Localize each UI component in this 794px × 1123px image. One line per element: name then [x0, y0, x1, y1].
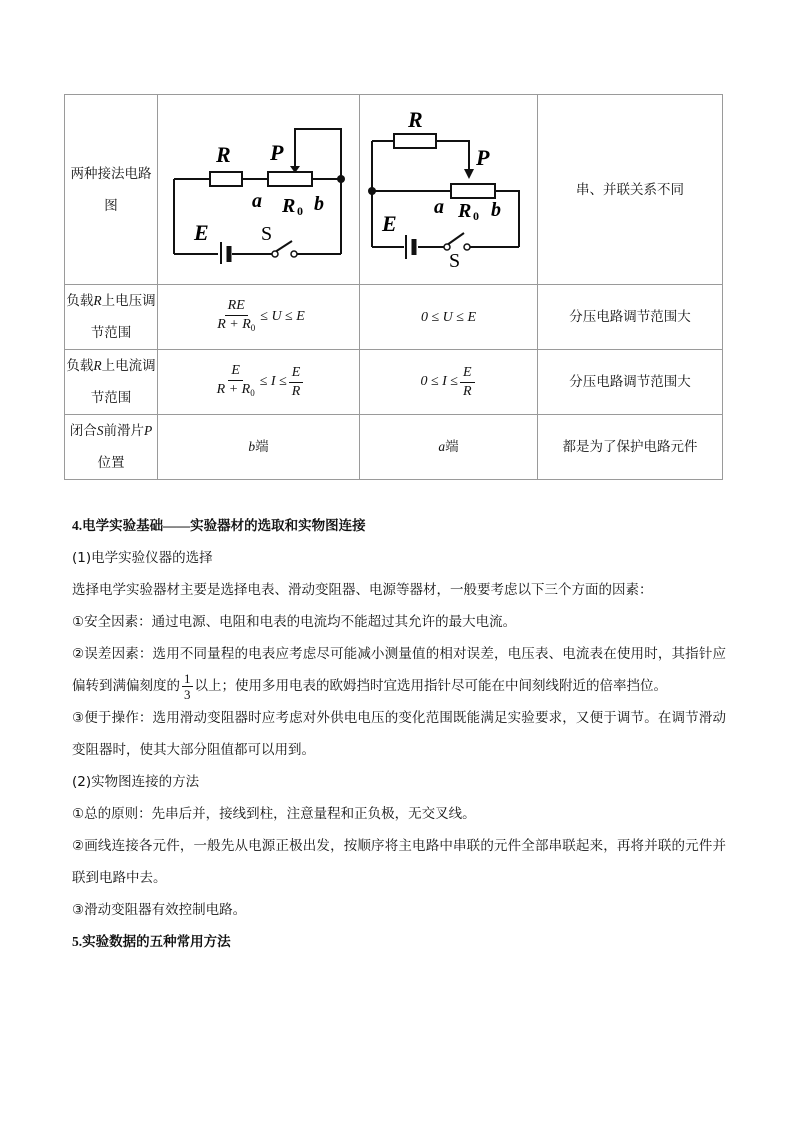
table-row: [65, 285, 723, 350]
section-heading: 4.电学实验基础——实验器材的选取和实物图连接: [72, 518, 366, 533]
subsection-heading: (2)实物图连接的方法: [72, 774, 200, 790]
svg-text:R: R: [215, 141, 231, 167]
paragraph: ②画线连接各元件，一般先从电源正极出发，按顺序将主电路中串联的元件全部串联起来，再将并联的元件并联到电路中去。: [72, 838, 726, 886]
row-note: 分压电路调节范围大: [538, 350, 723, 415]
comparison-table: [64, 94, 723, 480]
row-label: 负载R上电流调节范围: [65, 350, 158, 415]
paragraph: ②误差因素：选用不同量程的电表应考虑尽可能减小测量值的相对误差，电压表、电流表在使用时，其指针应偏转到满偏刻度的 $\frac{1}{3}$ 以上；使用多用电表的欧姆挡时宜选用指针尽可能在中间刻线附近的倍率挡位。: [72, 646, 726, 702]
svg-text:S: S: [260, 222, 272, 245]
circuit-b-svg: [364, 99, 534, 269]
svg-text:b: b: [490, 198, 501, 221]
paragraph: ③便于操作：选用滑动变阻器时应考虑对外供电电压的变化范围既能满足实验要求，又便于调节。在调节滑动变阻器时，使其大部分阻值都可以用到。: [72, 710, 726, 758]
row-note: 串、并联关系不同: [538, 95, 723, 285]
row-note: 分压电路调节范围大: [538, 285, 723, 350]
svg-text:P: P: [269, 139, 283, 165]
circuit-a-svg: [164, 104, 354, 264]
paragraph: 选择电学实验器材主要是选择电表、滑动变阻器、电源等器材，一般要考虑以下三个方面的因素：: [72, 582, 653, 598]
svg-text:E: E: [193, 219, 209, 245]
voltage-range-limiting: $\frac{RE}{R + R_0}$ ≤ U ≤ E: [158, 285, 360, 350]
svg-text:a: a: [251, 189, 262, 212]
slider-position-divider: a端: [360, 415, 538, 480]
paragraph: ①总的原则：先串后并，接线到柱，注意量程和正负极，无交叉线。: [72, 806, 476, 822]
svg-text:R: R: [407, 106, 423, 132]
svg-text:R: R: [281, 194, 295, 217]
svg-text:E: E: [381, 210, 397, 236]
subsection-heading: (1)电学实验仪器的选择: [72, 550, 213, 566]
row-label: 两种接法电路图: [65, 95, 158, 285]
row-label: 负载R上电压调节范围: [65, 285, 158, 350]
current-range-limiting: $\frac{E}{R + R_0}$ ≤ I ≤ $\frac{E}{R}$: [158, 350, 360, 415]
section-heading: 5.实验数据的五种常用方法: [72, 934, 231, 949]
circuit-diagram-limiting: [158, 95, 360, 285]
row-note: 都是为了保护电路元件: [538, 415, 723, 480]
table-row: [65, 95, 723, 285]
svg-text:P: P: [475, 144, 489, 170]
table-row: [65, 350, 723, 415]
svg-text:S: S: [448, 249, 460, 269]
row-label: 闭合S前滑片P位置: [65, 415, 158, 480]
circuit-diagram-divider: [360, 95, 538, 285]
svg-text:b: b: [313, 192, 324, 215]
body-text: [72, 510, 726, 958]
voltage-range-divider: 0 ≤ U ≤ E: [360, 285, 538, 350]
paragraph: ③滑动变阻器有效控制电路。: [72, 902, 247, 918]
svg-text:R: R: [457, 199, 471, 222]
svg-text:0: 0: [296, 203, 303, 218]
slider-position-limiting: b端: [158, 415, 360, 480]
svg-text:0: 0: [472, 208, 479, 223]
table-row: [65, 415, 723, 480]
svg-text:a: a: [433, 195, 444, 218]
paragraph: ①安全因素：通过电源、电阻和电表的电流均不能超过其允许的最大电流。: [72, 614, 517, 630]
current-range-divider: 0 ≤ I ≤ $\frac{E}{R}$: [360, 350, 538, 415]
